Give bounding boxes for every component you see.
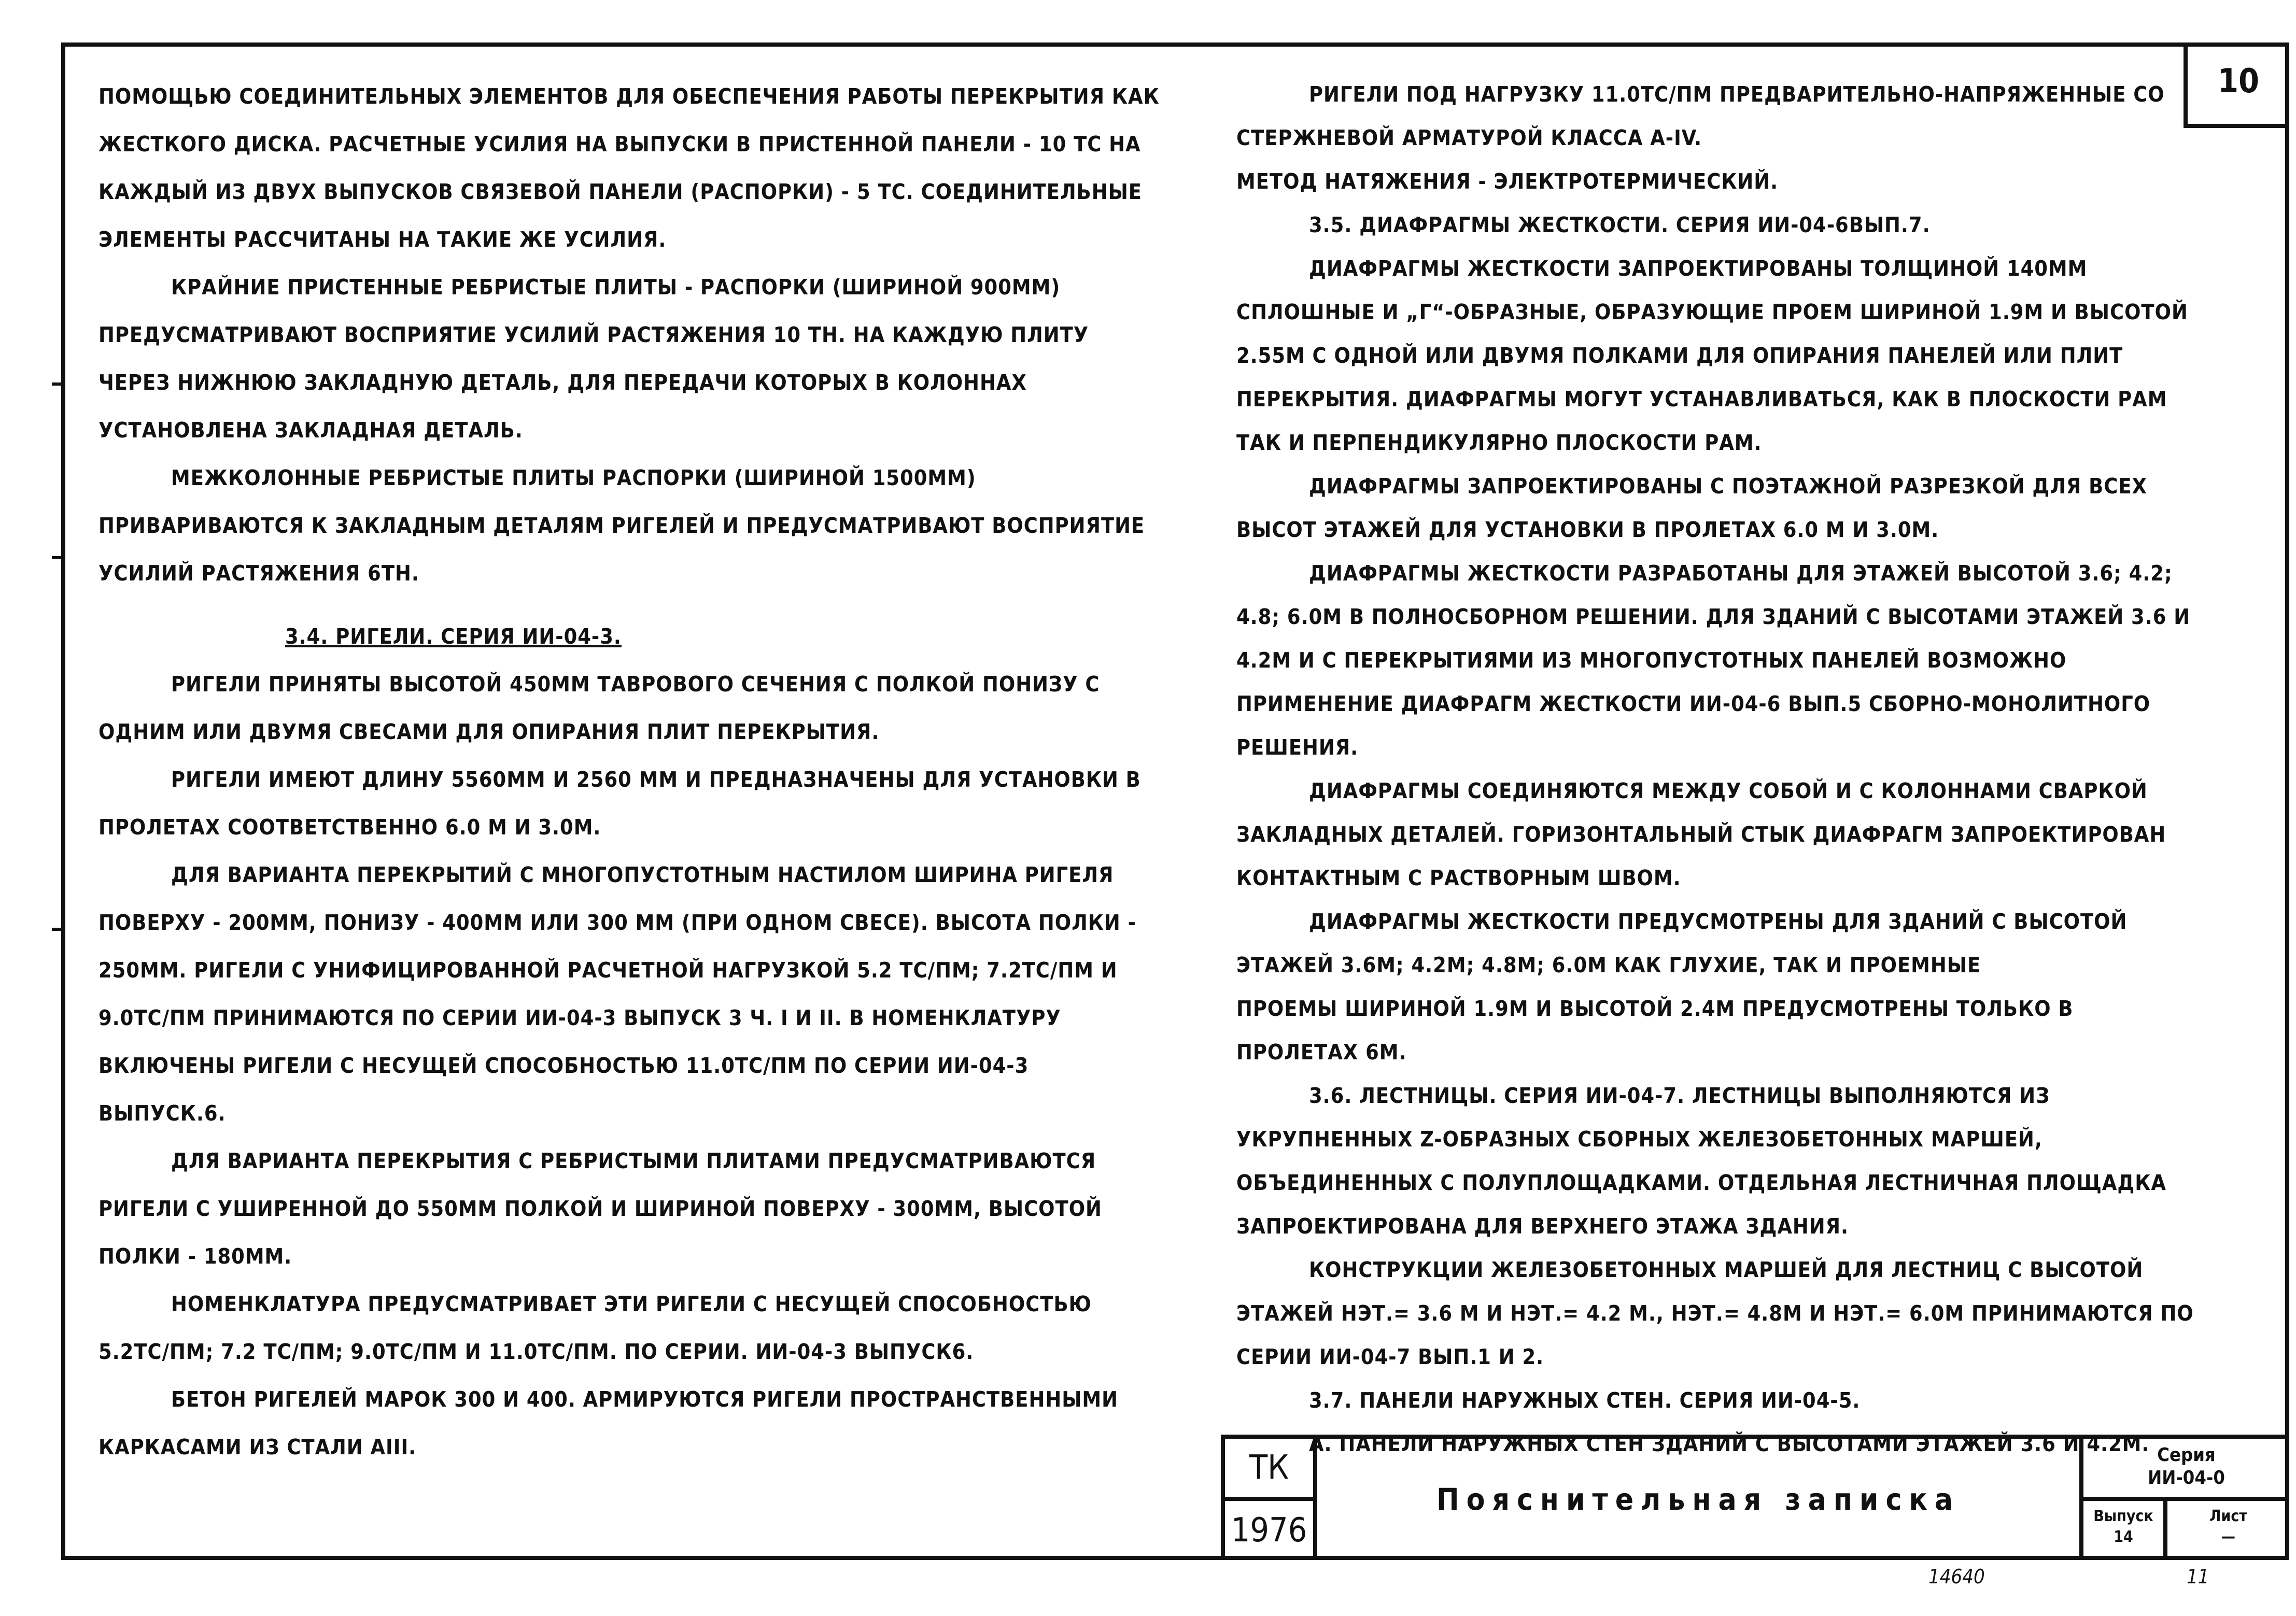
title-block [1221,1435,2289,1560]
sheet-cell [2167,1501,2289,1560]
organization-code: ТК [1225,1439,1317,1501]
series-label: Серия [2157,1444,2216,1466]
series-value: ИИ-04-0 [2148,1467,2225,1489]
right-text-column [1236,73,2201,1466]
paragraph: БЕТОН РИГЕЛЕЙ МАРОК 300 И 400. АРМИРУЮТСЯ РИГЕЛИ ПРОСТРАНСТВЕННЫМИ КАРКАСАМИ ИЗ СТАЛИ АIII. [98,1387,1119,1459]
paragraph: ДИАФРАГМЫ ЖЕСТКОСТИ РАЗРАБОТАНЫ ДЛЯ ЭТАЖЕЙ ВЫСОТОЙ 3.6; 4.2; 4.8; 6.0М В ПОЛНОСБОРНОМ РЕШЕНИИ. ДЛЯ ЗДАНИЙ С ВЫСОТАМИ ЭТАЖЕЙ 3.6 И 4.2М И С ПЕРЕКРЫТИЯМИ ИЗ МНОГОПУСТОТНЫХ ПАНЕЛЕЙ ВОЗМОЖНО ПРИМЕНЕНИЕ ДИАФРАГМ ЖЕСТКОСТИ ИИ-04-6 ВЫП.5 СБОРНО-МОНОЛИТНОГО РЕШЕНИЯ. [1236,561,2191,760]
year: 1976 [1225,1501,1317,1560]
paragraph: РИГЕЛИ ПОД НАГРУЗКУ 11.0ТС/ПМ ПРЕДВАРИТЕЛЬНО-НАПРЯЖЕННЫЕ СО СТЕРЖНЕВОЙ АРМАТУРОЙ КЛАССА А-IV. [1236,82,2165,150]
paragraph: ДЛЯ ВАРИАНТА ПЕРЕКРЫТИЙ С МНОГОПУСТОТНЫМ НАСТИЛОМ ШИРИНА РИГЕЛЯ ПОВЕРХУ - 200ММ, ПОНИЗУ - 400ММ ИЛИ 300 ММ (ПРИ ОДНОМ СВЕСЕ). ВЫСОТА ПОЛКИ - 250ММ. РИГЕЛИ С УНИФИЦИРОВАННОЙ РАСЧЕТНОЙ НАГРУЗКОЙ 5.2 ТС/ПМ; 7.2ТС/ПМ И 9.0ТС/ПМ ПРИНИМАЮТСЯ ПО СЕРИИ ИИ-04-3 ВЫПУСК 3 Ч. I И II. В НОМЕНКЛАТУРУ ВКЛЮЧЕНЫ РИГЕЛИ С НЕСУЩЕЙ СПОСОБНОСТЬЮ 11.0ТС/ПМ ПО СЕРИИ ИИ-04-3 ВЫПУСК.6. [98,862,1136,1126]
section-heading: 3.6. ЛЕСТНИЦЫ. СЕРИЯ ИИ-04-7. ЛЕСТНИЦЫ ВЫПОЛНЯЮТСЯ ИЗ УКРУПНЕННЫХ Z-ОБРАЗНЫХ СБОРНЫХ ЖЕЛЕЗОБЕТОННЫХ МАРШЕЙ, ОБЪЕДИНЕННЫХ С ПОЛУПЛОЩАДКАМИ. ОТДЕЛЬНАЯ ЛЕСТНИЧНАЯ ПЛОЩАДКА ЗАПРОЕКТИРОВАНА ДЛЯ ВЕРХНЕГО ЭТАЖА ЗДАНИЯ. [1236,1083,2166,1239]
page-number: 11 [2187,1565,2209,1588]
sheet-value: — [2221,1528,2235,1546]
paragraph: МЕЖКОЛОННЫЕ РЕБРИСТЫЕ ПЛИТЫ РАСПОРКИ (ШИРИНОЙ 1500ММ) ПРИВАРИВАЮТСЯ К ЗАКЛАДНЫМ ДЕТАЛЯМ РИГЕЛЕЙ И ПРЕДУСМАТРИВАЮТ ВОСПРИЯТИЕ УСИЛИЙ РАСТЯЖЕНИЯ 6ТН. [98,465,1145,586]
margin-tick [52,556,64,559]
margin-tick [52,928,64,931]
paragraph: НОМЕНКЛАТУРА ПРЕДУСМАТРИВАЕТ ЭТИ РИГЕЛИ С НЕСУЩЕЙ СПОСОБНОСТЬЮ 5.2ТС/ПМ; 7.2 ТС/ПМ; 9.0ТС/ПМ И 11.0ТС/ПМ. ПО СЕРИИ. ИИ-04-3 ВЫПУСК6. [98,1292,1092,1364]
issue-value: 14 [2114,1528,2133,1546]
issue-label: Выпуск [2093,1507,2153,1525]
paragraph: РИГЕЛИ ПРИНЯТЫ ВЫСОТОЙ 450ММ ТАВРОВОГО СЕЧЕНИЯ С ПОЛКОЙ ПОНИЗУ С ОДНИМ ИЛИ ДВУМЯ СВЕСАМИ ДЛЯ ОПИРАНИЯ ПЛИТ ПЕРЕКРЫТИЯ. [98,672,1100,744]
inventory-number: 14640 [1928,1565,1985,1588]
sheet-number: 10 [2184,42,2289,128]
sheet-label: Лист [2209,1507,2247,1525]
issue-cell [2079,1501,2167,1560]
paragraph: МЕТОД НАТЯЖЕНИЯ - ЭЛЕКТРОТЕРМИЧЕСКИЙ. [1236,169,1779,194]
paragraph: КОНСТРУКЦИИ ЖЕЛЕЗОБЕТОННЫХ МАРШЕЙ ДЛЯ ЛЕСТНИЦ С ВЫСОТОЙ ЭТАЖЕЙ НЭТ.= 3.6 М И НЭТ.= 4.2 М., НЭТ.= 4.8М И НЭТ.= 6.0М ПРИНИМАЮТСЯ ПО СЕРИИ ИИ-04-7 ВЫП.1 И 2. [1236,1257,2194,1369]
margin-tick [52,382,64,386]
paragraph: ДИАФРАГМЫ ЗАПРОЕКТИРОВАНЫ С ПОЭТАЖНОЙ РАЗРЕЗКОЙ ДЛЯ ВСЕХ ВЫСОТ ЭТАЖЕЙ ДЛЯ УСТАНОВКИ В ПРОЛЕТАХ 6.0 М И 3.0М. [1236,474,2147,542]
section-heading: 3.5. ДИАФРАГМЫ ЖЕСТКОСТИ. СЕРИЯ ИИ-04-6ВЫП.7. [1309,212,1931,237]
paragraph: ДИАФРАГМЫ ЖЕСТКОСТИ ЗАПРОЕКТИРОВАНЫ ТОЛЩИНОЙ 140ММ СПЛОШНЫЕ И „Г“-ОБРАЗНЫЕ, ОБРАЗУЮЩИЕ ПРОЕМ ШИРИНОЙ 1.9М И ВЫСОТОЙ 2.55М С ОДНОЙ ИЛИ ДВУМЯ ПОЛКАМИ ДЛЯ ОПИРАНИЯ ПАНЕЛЕЙ ИЛИ ПЛИТ ПЕРЕКРЫТИЯ. ДИАФРАГМЫ МОГУТ УСТАНАВЛИВАТЬСЯ, КАК В ПЛОСКОСТИ РАМ ТАК И ПЕРПЕНДИКУЛЯРНО ПЛОСКОСТИ РАМ. [1236,256,2188,455]
paragraph: РИГЕЛИ ИМЕЮТ ДЛИНУ 5560ММ И 2560 ММ И ПРЕДНАЗНАЧЕНЫ ДЛЯ УСТАНОВКИ В ПРОЛЕТАХ СООТВЕТСТВЕННО 6.0 М И 3.0М. [98,767,1141,840]
paragraph: А. ПАНЕЛИ НАРУЖНЫХ СТЕН ЗДАНИЙ С ВЫСОТАМИ ЭТАЖЕЙ 3.6 И 4.2М. [1309,1431,2150,1456]
series-cell [2079,1439,2289,1501]
paragraph: ДЛЯ ВАРИАНТА ПЕРЕКРЫТИЯ С РЕБРИСТЫМИ ПЛИТАМИ ПРЕДУСМАТРИВАЮТСЯ РИГЕЛИ С УШИРЕННОЙ ДО 550ММ ПОЛКОЙ И ШИРИНОЙ ПОВЕРХУ - 300ММ, ВЫСОТОЙ ПОЛКИ - 180ММ. [98,1149,1102,1269]
left-text-column [98,73,1161,1471]
paragraph: КРАЙНИЕ ПРИСТЕННЫЕ РЕБРИСТЫЕ ПЛИТЫ - РАСПОРКИ (ШИРИНОЙ 900ММ) ПРЕДУСМАТРИВАЮТ ВОСПРИЯТИЕ УСИЛИЙ РАСТЯЖЕНИЯ 10 ТН. НА КАЖДУЮ ПЛИТУ ЧЕРЕЗ НИЖНЮЮ ЗАКЛАДНУЮ ДЕТАЛЬ, ДЛЯ ПЕРЕДАЧИ КОТОРЫХ В КОЛОННАХ УСТАНОВЛЕНА ЗАКЛАДНАЯ ДЕТАЛЬ. [98,275,1089,443]
paragraph: ДИАФРАГМЫ СОЕДИНЯЮТСЯ МЕЖДУ СОБОЙ И С КОЛОННАМИ СВАРКОЙ ЗАКЛАДНЫХ ДЕТАЛЕЙ. ГОРИЗОНТАЛЬНЫЙ СТЫК ДИАФРАГМ ЗАПРОЕКТИРОВАН КОНТАКТНЫМ С РАСТВОРНЫМ ШВОМ. [1236,778,2166,890]
document-title: Пояснительная записка [1436,1482,1961,1517]
paragraph: ПОМОЩЬЮ СОЕДИНИТЕЛЬНЫХ ЭЛЕМЕНТОВ ДЛЯ ОБЕСПЕЧЕНИЯ РАБОТЫ ПЕРЕКРЫТИЯ КАК ЖЕСТКОГО ДИСКА. РАСЧЕТНЫЕ УСИЛИЯ НА ВЫПУСКИ В ПРИСТЕННОЙ ПАНЕЛИ - 10 ТС НА КАЖДЫЙ ИЗ ДВУХ ВЫПУСКОВ СВЯЗЕВОЙ ПАНЕЛИ (РАСПОРКИ) - 5 ТС. СОЕДИНИТЕЛЬНЫЕ ЭЛЕМЕНТЫ РАССЧИТАНЫ НА ТАКИЕ ЖЕ УСИЛИЯ. [98,84,1160,252]
section-heading: 3.7. ПАНЕЛИ НАРУЖНЫХ СТЕН. СЕРИЯ ИИ-04-5. [1309,1388,1861,1413]
paragraph: ДИАФРАГМЫ ЖЕСТКОСТИ ПРЕДУСМОТРЕНЫ ДЛЯ ЗДАНИЙ С ВЫСОТОЙ ЭТАЖЕЙ 3.6М; 4.2М; 4.8М; 6.0М КАК ГЛУХИЕ, ТАК И ПРОЕМНЫЕ [1236,909,2128,977]
section-heading: 3.4. РИГЕЛИ. СЕРИЯ ИИ-04-3. [285,624,622,649]
paragraph: ПРОЕМЫ ШИРИНОЙ 1.9М И ВЫСОТОЙ 2.4М ПРЕДУСМОТРЕНЫ ТОЛЬКО В ПРОЛЕТАХ 6М. [1236,996,2074,1065]
